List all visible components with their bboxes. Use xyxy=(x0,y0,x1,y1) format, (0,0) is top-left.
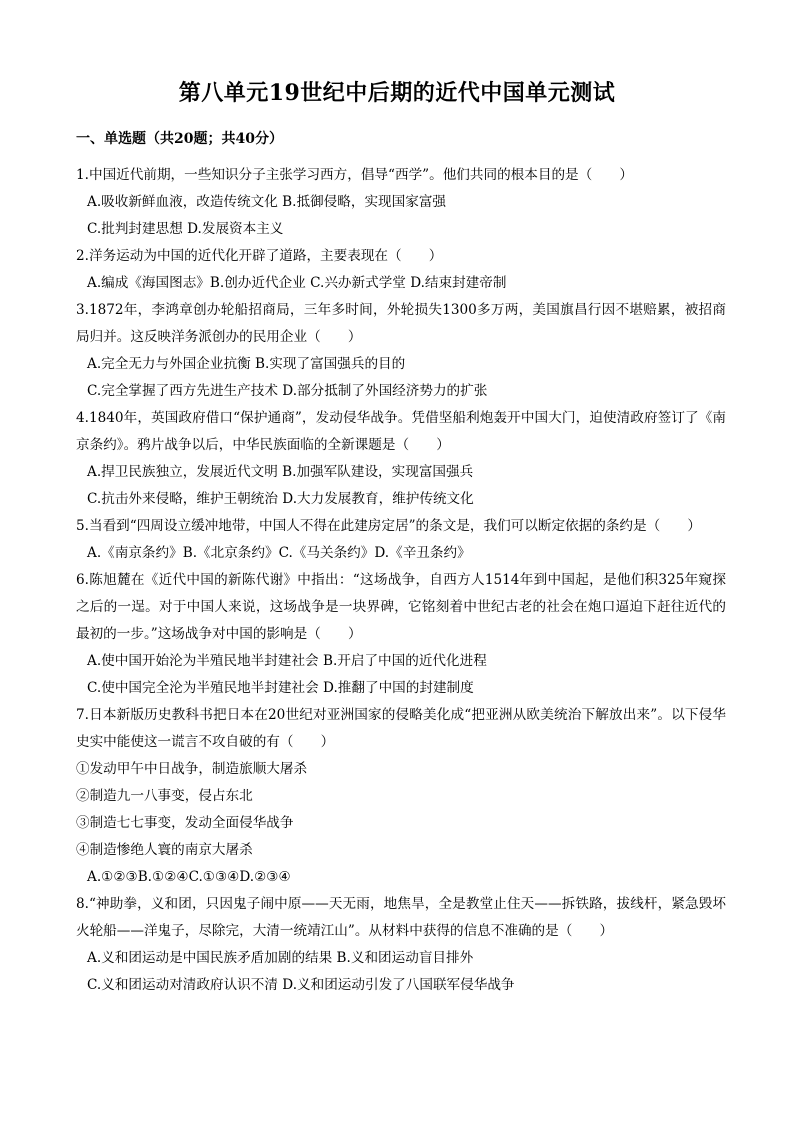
question-item xyxy=(76,513,726,567)
question-stem: 5.当看到“四周设立缓冲地带，中国人不得在此建房定居”的条文是，我们可以断定依据的条约是（ ） xyxy=(76,518,701,534)
question-options: A.《南京条约》B.《北京条约》C.《马关条约》D.《辛丑条约》 xyxy=(87,545,471,561)
question-item xyxy=(76,243,726,297)
question-options: C.使中国完全沦为半殖民地半封建社会 D.推翻了中国的封建制度 xyxy=(87,680,474,696)
statement-item: ④制造惨绝人寰的南京大屠杀 xyxy=(76,842,253,858)
question-options: A.完全无力与外国企业抗衡 B.实现了富国强兵的目的 xyxy=(87,356,406,372)
page-title: 第八单元19世纪中后期的近代中国单元测试 xyxy=(178,80,616,106)
question-item xyxy=(76,162,726,243)
question-options: A.捍卫民族独立，发展近代文明 B.加强军队建设，实现富国强兵 xyxy=(87,464,474,480)
question-stem: 2.洋务运动为中国的近代化开辟了道路，主要表现在（ ） xyxy=(76,248,443,264)
question-stem: 8.“神助拳，义和团，只因鬼子闹中原——天无雨，地焦旱，全是教堂止住天——拆铁路，拔线杆，紧急毁坏火轮船——洋鬼子，尽除完，大清一统靖江山”。从材料中获得的信息不准确的是（ ） xyxy=(76,896,726,939)
question-item xyxy=(76,702,726,891)
question-item xyxy=(76,567,726,702)
question-item xyxy=(76,405,726,513)
statement-item: ①发动甲午中日战争，制造旅顺大屠杀 xyxy=(76,761,308,777)
question-options: A.①②③B.①②④C.①③④D.②③④ xyxy=(87,869,291,885)
question-stem: 3.1872年，李鸿章创办轮船招商局，三年多时间，外轮损失1300多万两，美国旗昌行因不堪赔累，被招商局归并。这反映洋务派创办的民用企业（ ） xyxy=(76,302,726,345)
question-item xyxy=(76,297,726,405)
question-stem: 1.中国近代前期，一些知识分子主张学习西方，倡导“西学”。他们共同的根本目的是（ ） xyxy=(76,167,634,183)
question-options: C.抗击外来侵略，维护王朝统治 D.大力发展教育，维护传统文化 xyxy=(87,491,474,507)
question-options: A.吸收新鲜血液，改造传统文化 B.抵御侵略，实现国家富强 xyxy=(87,194,447,210)
question-options: A.义和团运动是中国民族矛盾加剧的结果 B.义和团运动盲目排外 xyxy=(87,950,474,966)
question-stem: 4.1840年，英国政府借口“保护通商”，发动侵华战争。凭借坚船利炮轰开中国大门，迫使清政府签订了《南京条约》。鸦片战争以后，中华民族面临的全新课题是（ ） xyxy=(76,410,726,453)
question-stem: 7.日本新版历史教科书把日本在20世纪对亚洲国家的侵略美化成“把亚洲从欧美统治下解放出来”。以下侵华史实中能使这一谎言不攻自破的有（ ） xyxy=(76,707,726,750)
question-options: C.义和团运动对清政府认识不清 D.义和团运动引发了八国联军侵华战争 xyxy=(87,977,515,993)
question-options: C.批判封建思想 D.发展资本主义 xyxy=(87,221,284,237)
section-heading: 一、单选题（共20题；共40分） xyxy=(76,131,283,147)
question-options: A.使中国开始沦为半殖民地半封建社会 B.开启了中国的近代化进程 xyxy=(87,653,487,669)
statement-item: ③制造七七事变，发动全面侵华战争 xyxy=(76,815,294,831)
question-options: C.完全掌握了西方先进生产技术 D.部分抵制了外国经济势力的扩张 xyxy=(87,383,488,399)
question-list xyxy=(76,162,726,999)
question-stem: 6.陈旭麓在《近代中国的新陈代谢》中指出：“这场战争，自西方人1514年到中国起，是他们积325年窥探之后的一逞。对于中国人来说，这场战争是一块界碑，它铭刻着中世纪古老的社会在炮口逼迫下赶往近代的最初的一步。”这场战争对中国的影响是（ ） xyxy=(76,572,726,642)
statement-item: ②制造九一八事变，侵占东北 xyxy=(76,788,253,804)
question-item xyxy=(76,891,726,999)
question-options: A.编成《海国图志》B.创办近代企业 C.兴办新式学堂 D.结束封建帝制 xyxy=(87,275,507,291)
